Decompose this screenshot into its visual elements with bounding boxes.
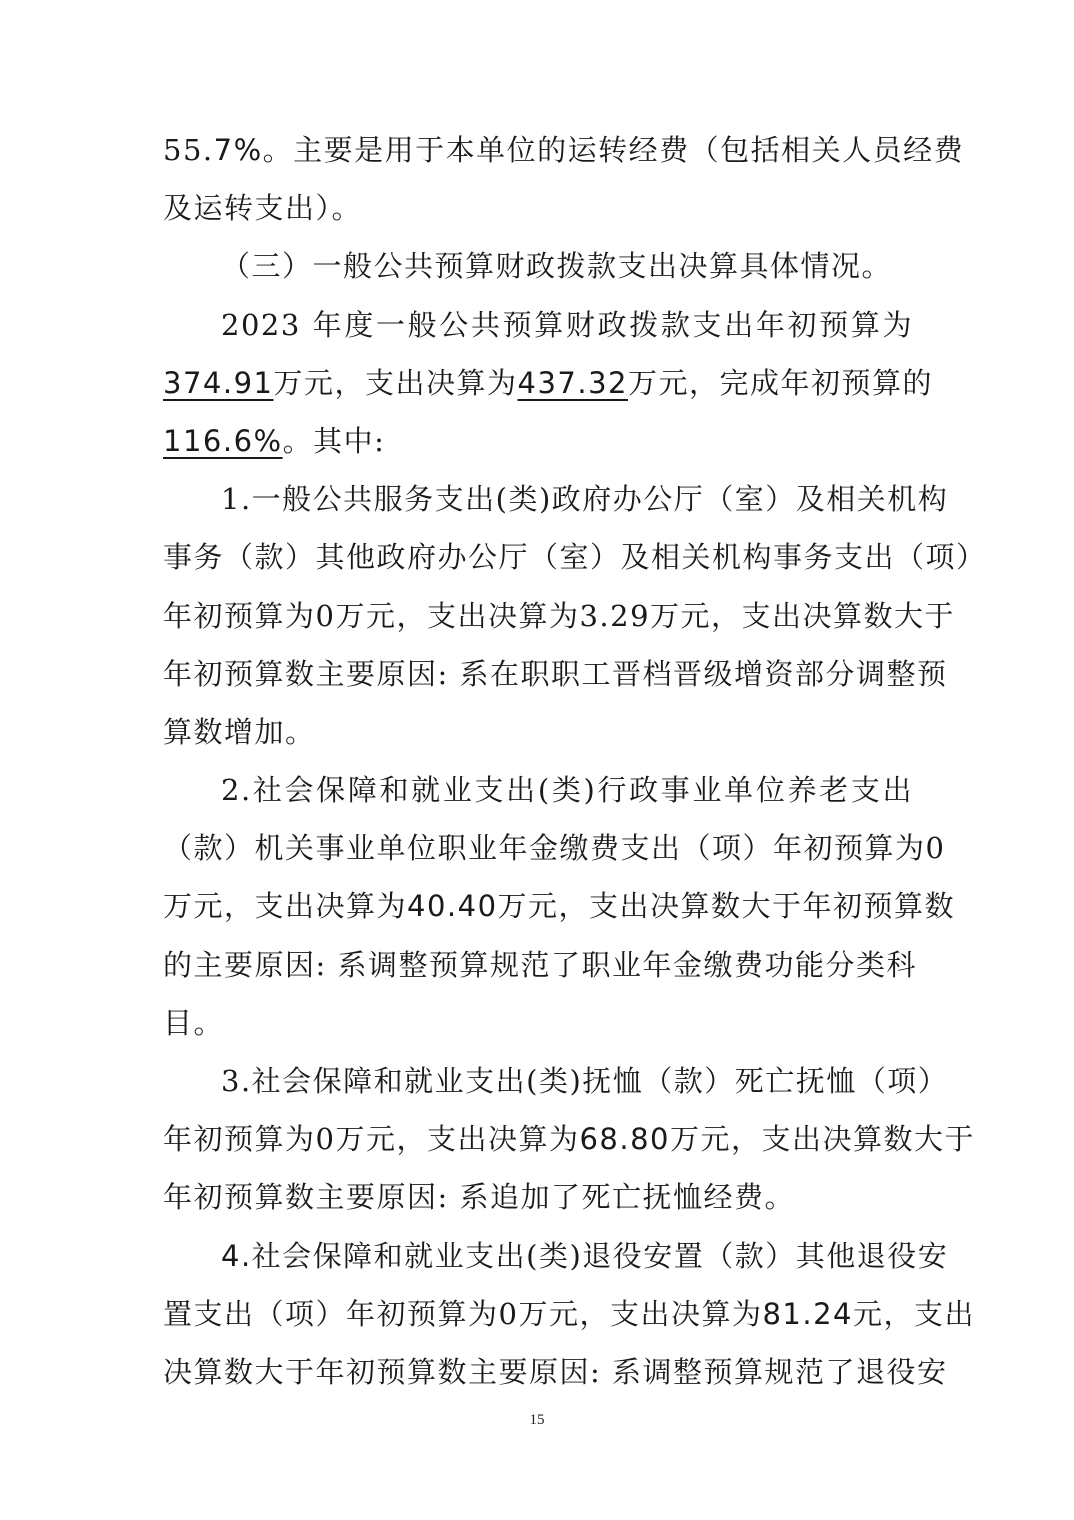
text-run: 年初预算数主要原因: 系追加了死亡抚恤经费。 [163, 1180, 795, 1215]
text-run: 及运转支出）。 [163, 191, 363, 226]
text-run: （三）一般公共预算财政拨款支出决算具体情况。 [221, 249, 893, 284]
text-run: 万元，完成年初预算的 [627, 365, 933, 400]
underlined-value: 116.6% [163, 423, 283, 458]
underlined-value: 437.32 [517, 365, 628, 400]
body-text [163, 121, 987, 1401]
text-run: 社会保障和就业支出(类)退役安置（款）其他退役安 [251, 1238, 949, 1273]
text-run: 目。 [163, 1005, 225, 1040]
text-run: 万元，支出决算数大于 [669, 1122, 975, 1157]
section-heading [163, 237, 913, 295]
text-run: 万元，支出决算为 [163, 889, 408, 924]
text-run: 81.24 [762, 1296, 853, 1331]
text-run: 年初预算数主要原因: 系在职职工晋档晋级增资部分调整预 [163, 656, 948, 691]
text-line [163, 179, 913, 237]
text-line [163, 121, 965, 179]
text-line [163, 1168, 913, 1226]
text-run: 7% [213, 133, 263, 167]
text-line [163, 587, 956, 645]
text-run: 算数增加。 [163, 714, 316, 749]
text-run: 3.社会保障和就业支出(类)抚恤（款）死亡抚恤（项） [221, 1064, 949, 1098]
text-run: 40.40 [407, 889, 498, 924]
text-line [163, 936, 917, 994]
text-line [163, 994, 913, 1052]
text-run: （款）机关事业单位职业年金缴费支出（项）年初预算为0 [163, 831, 946, 866]
text-line [163, 1052, 949, 1110]
text-line [163, 761, 913, 819]
text-run: 事务（款）其他政府办公厅（室）及相关机构事务支出（项） [163, 540, 987, 575]
text-run: 68.80 [579, 1122, 670, 1157]
text-run: 4. [221, 1238, 252, 1273]
text-run: 万元，支出决算为 [273, 365, 518, 400]
text-run: 。主要是用于本单位的运转经费（包括相关人员经费 [262, 133, 965, 167]
text-line [163, 1227, 949, 1285]
text-run: 55. [163, 133, 214, 167]
page-number: 15 [529, 1412, 545, 1428]
text-line [163, 296, 913, 354]
text-run: 。其中: [282, 423, 386, 458]
text-line [163, 354, 933, 412]
text-line [163, 528, 987, 586]
text-line [163, 470, 949, 528]
text-line [163, 703, 913, 761]
text-line [163, 412, 913, 470]
text-line [163, 1110, 975, 1168]
text-line [163, 819, 946, 877]
text-run: 2023 年度一般公共预算财政拨款支出年初预算为 [221, 307, 913, 342]
text-run: 2.社会保障和就业支出(类)行政事业单位养老支出 [221, 773, 913, 808]
text-run: 的主要原因: 系调整预算规范了职业年金缴费功能分类科 [163, 947, 917, 982]
text-line [163, 1343, 948, 1401]
text-run: 1.一般公共服务支出(类)政府办公厅（室）及相关机构 [221, 482, 949, 517]
text-run: 决算数大于年初预算数主要原因: 系调整预算规范了退役安 [163, 1354, 948, 1389]
text-run: 万元，支出决算数大于年初预算数 [497, 889, 956, 924]
underlined-value: 374.91 [163, 365, 274, 400]
text-run: 置支出（项）年初预算为0万元，支出决算为 [163, 1296, 763, 1331]
text-line [163, 877, 956, 935]
text-line [163, 645, 948, 703]
text-line [163, 1285, 975, 1343]
text-run: 年初预算为0万元，支出决算为 [163, 1122, 580, 1157]
text-run: 年初预算为0万元，支出决算为3.29万元，支出决算数大于 [163, 598, 956, 633]
text-run: 元，支出 [852, 1296, 975, 1331]
